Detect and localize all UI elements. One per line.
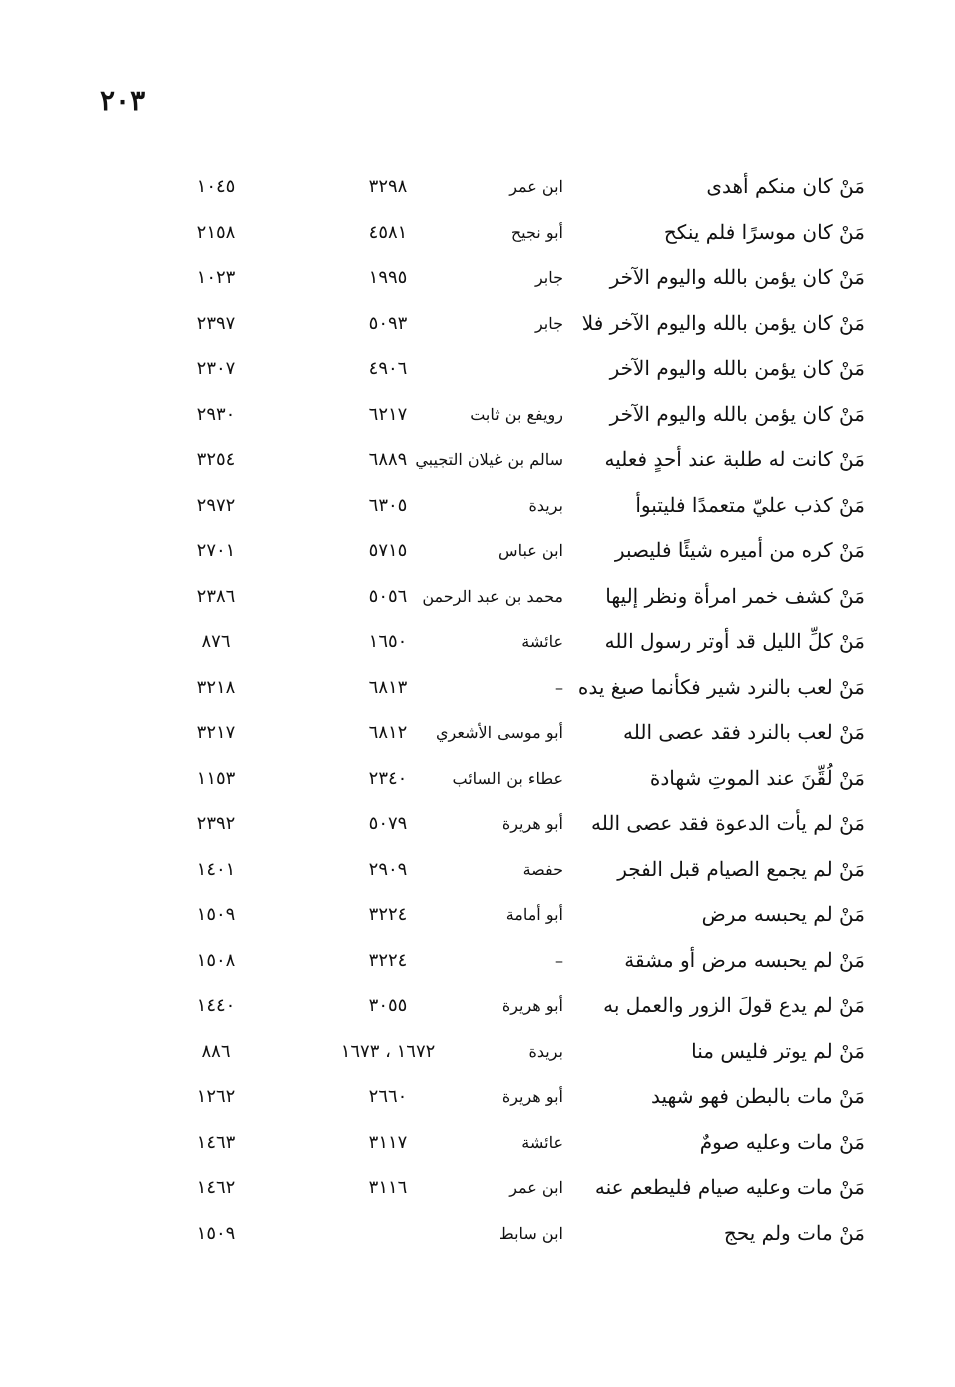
hadith-number: ٣٢١٧	[196, 722, 236, 743]
hadith-number: ٢٣٨٦	[196, 585, 236, 607]
reference-number: ٥٠٩٣	[368, 312, 408, 334]
table-row	[0, 574, 955, 620]
reference-number: ٤٩٠٦	[368, 358, 408, 379]
reference-number: ١٦٧٢ ، ١٦٧٣	[340, 1040, 436, 1062]
hadith-number: ١٠٤٥	[196, 176, 236, 197]
narrator-name: رويفع بن ثابت	[470, 404, 563, 424]
table-row	[0, 892, 955, 938]
narrator-name: محمد بن عبد الرحمن	[422, 586, 563, 606]
hadith-text: مَنْ كان موسرًا فلم ينكح	[663, 219, 865, 244]
hadith-text: مَنْ كانت له طلبة عند أحدٍ فعليه	[604, 447, 865, 471]
hadith-text: مَنْ كان يؤمن بالله واليوم الآخر	[609, 401, 865, 426]
reference-number: ٣٢٢٤	[368, 904, 408, 925]
hadith-number: ٣٢١٨	[196, 676, 236, 698]
hadith-text: مَنْ كلِّ الليل قد أوتر رسول الله	[604, 629, 865, 653]
table-row	[0, 710, 955, 756]
reference-number: ٣١١٦	[368, 1177, 408, 1198]
narrator-name: حفصة	[522, 859, 563, 879]
table-row	[0, 665, 955, 711]
hadith-number: ٢٩٣٠	[196, 403, 236, 425]
hadith-text: مَنْ لم يدع قولَ الزور والعمل به	[603, 993, 865, 1017]
narrator-name: أبو هريرة	[501, 1087, 563, 1106]
narrator-name: أبو نجيح	[510, 222, 563, 242]
reference-number: ٦٨١٣	[368, 676, 408, 698]
narrator-name: ابن عباس	[498, 541, 563, 560]
page-number: ٢٠٣	[100, 84, 146, 117]
narrator-name: عطاء بن السائب	[452, 768, 563, 788]
hadith-text: مَنْ كذب عليّ متعمدًا فليتبوأ	[635, 492, 865, 517]
narrator-name: ابن سابط	[498, 1223, 563, 1243]
reference-number: ١٦٥٠	[368, 631, 408, 652]
table-row	[0, 938, 955, 984]
reference-number: ٤٥٨١	[368, 221, 408, 243]
hadith-text: مَنْ كان يؤمن بالله واليوم الآخر فلا	[581, 310, 865, 335]
hadith-number: ١١٥٣	[196, 767, 236, 789]
hadith-text: مَنْ مات وعليه صيام فليطعم عنه	[594, 1175, 865, 1199]
hadith-text: مَنْ كان منكم أهدى	[706, 174, 865, 198]
hadith-text: مَنْ كان يؤمن بالله واليوم الآخر	[609, 356, 865, 380]
hadith-text: مَنْ مات ولم يحج	[723, 1220, 865, 1245]
table-row	[0, 255, 955, 301]
narrator-name: جابر	[534, 268, 563, 287]
table-row	[0, 983, 955, 1029]
hadith-number: ٨٧٦	[201, 631, 231, 652]
hadith-number: ١٥٠٩	[196, 904, 236, 925]
table-row	[0, 392, 955, 438]
table-row	[0, 346, 955, 392]
hadith-text: مَنْ مات بالبطن فهو شهيد	[650, 1084, 865, 1108]
reference-number: ٦٨٨٩	[368, 449, 408, 470]
table-row	[0, 1120, 955, 1166]
table-row	[0, 1029, 955, 1075]
hadith-number: ٢٧٠١	[196, 540, 236, 561]
table-row	[0, 1211, 955, 1257]
hadith-number: ١٠٢٣	[196, 267, 236, 288]
table-row	[0, 301, 955, 347]
narrator-name: سالم بن غيلان التجيبي	[415, 450, 563, 469]
hadith-number: ١٥٠٨	[196, 949, 236, 971]
narrator-name: بريدة	[528, 1041, 563, 1061]
hadith-number: ٢٣٩٧	[196, 312, 236, 334]
hadith-text: مَنْ لم يجمع الصيام قبل الفجر	[617, 856, 865, 881]
hadith-number: ٢٣٩٢	[196, 813, 236, 834]
reference-number: ٢٣٤٠	[368, 767, 408, 789]
table-row	[0, 164, 955, 210]
hadith-index-table	[0, 164, 955, 1256]
table-row	[0, 210, 955, 256]
reference-number: ٣٢٩٨	[368, 176, 408, 197]
reference-number: ٥٧١٥	[368, 540, 408, 561]
hadith-number: ١٤٤٠	[196, 995, 236, 1016]
narrator-name: بريدة	[528, 495, 563, 515]
hadith-number: ١٤٦٣	[196, 1131, 236, 1153]
narrator-name: أبو أمامة	[505, 905, 563, 924]
hadith-number: ١٤٠١	[196, 858, 236, 880]
reference-number: ٦٨١٢	[368, 722, 408, 743]
table-row	[0, 528, 955, 574]
narrator-name: أبو هريرة	[501, 996, 563, 1015]
table-row	[0, 1165, 955, 1211]
reference-number: ٦٢١٧	[368, 403, 408, 425]
hadith-number: ٨٨٦	[201, 1040, 231, 1062]
narrator-name: ابن عمر	[509, 177, 563, 196]
table-row	[0, 619, 955, 665]
narrator-name: عائشة	[521, 632, 563, 651]
reference-number: ٥٠٥٦	[368, 585, 408, 607]
reference-number: ٣١١٧	[368, 1131, 408, 1153]
hadith-text: مَنْ كشف خمر امرأة ونظر إليها	[605, 583, 865, 608]
hadith-number: ٣٢٥٤	[196, 449, 236, 470]
reference-number: ٣٠٥٥	[368, 995, 408, 1016]
narrator-name: –	[555, 950, 563, 970]
hadith-number: ٢٣٠٧	[196, 358, 236, 379]
narrator-name: عائشة	[521, 1132, 563, 1152]
hadith-text: مَنْ كان يؤمن بالله واليوم الآخر	[609, 265, 865, 289]
narrator-name: جابر	[534, 313, 563, 333]
table-row	[0, 1074, 955, 1120]
hadith-number: ٢٩٧٢	[196, 494, 236, 516]
narrator-name: –	[555, 677, 563, 697]
hadith-text: مَنْ لم يوتر فليس منا	[691, 1038, 865, 1063]
hadith-text: مَنْ مات وعليه صومٌ	[699, 1129, 865, 1154]
hadith-text: مَنْ لعب بالنرد فقد عصى الله	[623, 720, 865, 744]
reference-number: ١٩٩٥	[368, 267, 408, 288]
hadith-text: مَنْ لعب بالنرد شير فكأنما صبغ يده	[577, 674, 865, 699]
hadith-text: مَنْ لُقِّنَ عند الموتِ شهادة	[649, 765, 865, 790]
table-row	[0, 801, 955, 847]
narrator-name: أبو موسى الأشعري	[436, 723, 563, 742]
reference-number: ٢٦٦٠	[368, 1086, 408, 1107]
hadith-text: مَنْ كره من أميره شيئًا فليصبر	[614, 538, 865, 562]
reference-number: ٣٢٢٤	[368, 949, 408, 971]
hadith-text: مَنْ لم يحبسه مرض أو مشقة	[624, 947, 865, 972]
reference-number: ٥٠٧٩	[368, 813, 408, 834]
reference-number: ٢٩٠٩	[368, 858, 408, 880]
table-row	[0, 437, 955, 483]
hadith-number: ١٤٦٢	[196, 1177, 236, 1198]
narrator-name: ابن عمر	[509, 1178, 563, 1197]
hadith-number: ١٥٠٩	[196, 1222, 236, 1244]
reference-number: ٦٣٠٥	[368, 494, 408, 516]
hadith-number: ٢١٥٨	[196, 221, 236, 243]
hadith-text: مَنْ لم يحبسه مرض	[701, 902, 865, 926]
table-row	[0, 847, 955, 893]
narrator-name: أبو هريرة	[501, 814, 563, 833]
table-row	[0, 756, 955, 802]
hadith-text: مَنْ لم يأت الدعوة فقد عصى الله	[591, 811, 865, 835]
hadith-number: ١٢٦٢	[196, 1086, 236, 1107]
table-row	[0, 483, 955, 529]
